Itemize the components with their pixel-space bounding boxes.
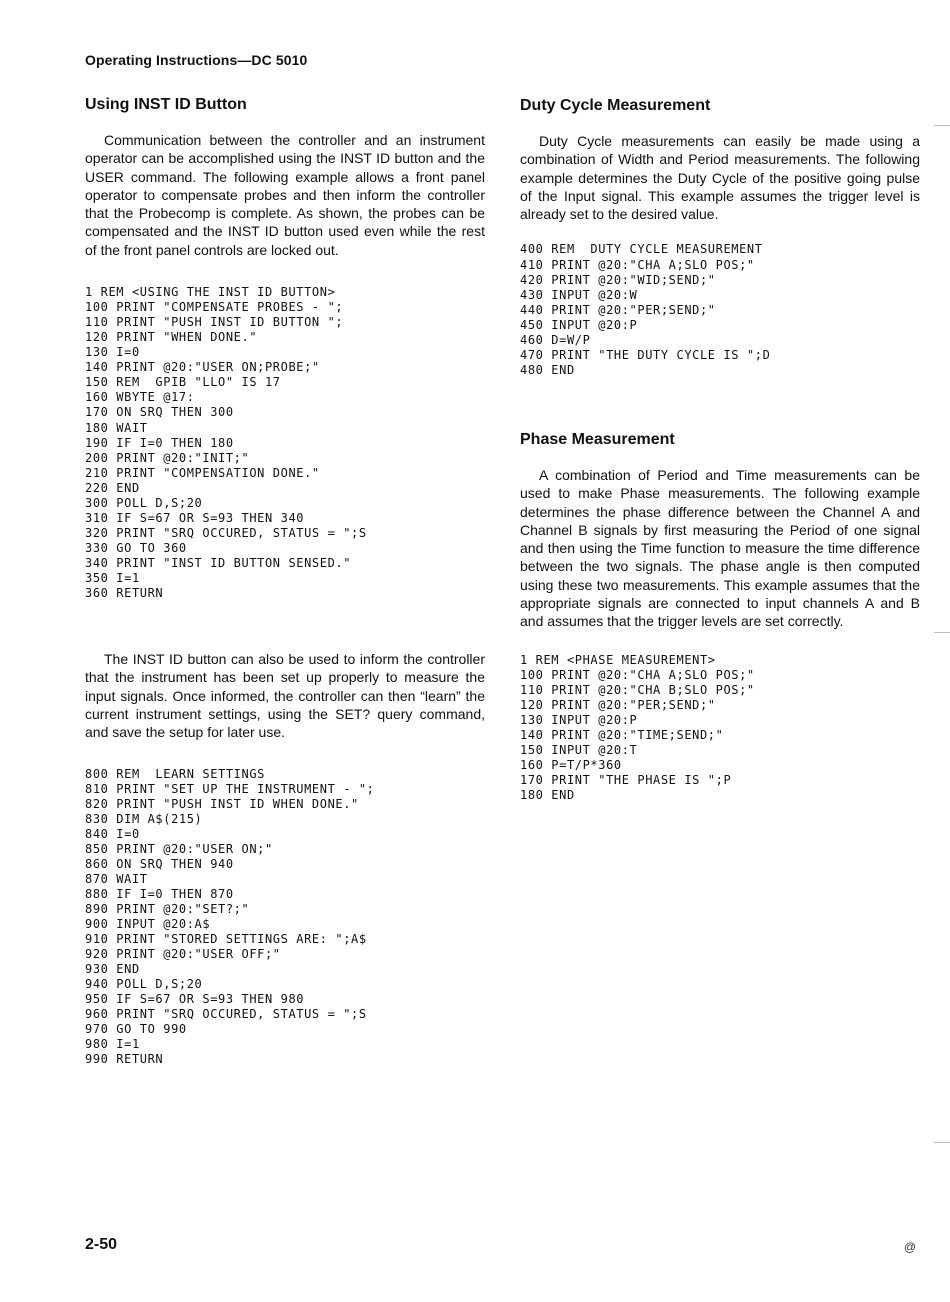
inst-id-heading: Using INST ID Button xyxy=(85,96,247,113)
running-head: Operating Instructions—DC 5010 xyxy=(85,52,308,68)
phase-code-listing: 1 REM <PHASE MEASUREMENT> 100 PRINT @20:"CHA A;SLO POS;" 110 PRINT @20:"CHA B;SLO POS;" 120 PRINT @20:"PER;SEND;" 130 INPUT @20:P 140 PRINT @20:"TIME;SEND;" 150 INPUT @20:T 160 P=T/P*360 170 PRINT "THE PHASE IS ";P 180 END xyxy=(520,652,755,802)
learn-settings-code-listing: 800 REM LEARN SETTINGS 810 PRINT "SET UP THE INSTRUMENT - "; 820 PRINT "PUSH INST ID WHEN DONE." 830 DIM A$(215) 840 I=0 850 PRINT @20:"USER ON;" 860 ON SRQ THEN 940 870 WAIT 880 IF I=0 THEN 870 890 PRINT @20:"SET?;" 900 INPUT @20:A$ 910 PRINT "STORED SETTINGS ARE: ";A$ 920 PRINT @20:"USER OFF;" 930 END 940 POLL D,S;20 950 IF S=67 OR S=93 THEN 980 960 PRINT "SRQ OCCURED, STATUS = ";S 970 GO TO 990 980 I=1 990 RETURN xyxy=(85,766,375,1067)
copyright-mark: @ xyxy=(903,1240,916,1254)
duty-cycle-paragraph: Duty Cycle measurements can easily be made using a combination of Width and Period measurements. The following example determines the Duty Cycle of the positive going pulse of the Input signal. This example assumes the trigger level is already set to the desired value. xyxy=(520,133,920,223)
edge-mark xyxy=(934,632,950,633)
duty-cycle-heading: Duty Cycle Measurement xyxy=(520,97,711,114)
right-column xyxy=(520,97,920,803)
learn-settings-paragraph: The INST ID button can also be used to inform the controller that the instrument has been set up properly to measure the input signals. Once informed, the controller can then “learn” the current instrument settings, using the SET? query command, and save the setup for later use. xyxy=(85,651,485,741)
inst-id-paragraph: Communication between the controller and an instrument operator can be accomplished using the INST ID button and the USER command. The following example allows a front panel operator to compensate probes and then inform the controller that the Probecomp is complete. As shown, the probes can be compensated and the INST ID button used even while the rest of the front panel controls are locked out. xyxy=(85,132,485,258)
phase-paragraph: A combination of Period and Time measurements can be used to make Phase measurements. The following example determines the phase difference between the Channel A and Channel B signals by first measuring the Period of one signal and then using the Time function to measure the time difference between the two signals. The phase angle is then computed using these two measurements. This example assumes that the appropriate signals are connected to input channels A and B and assumes that the trigger levels are set correctly. xyxy=(520,466,920,630)
phase-heading: Phase Measurement xyxy=(520,430,675,448)
edge-mark xyxy=(934,125,950,126)
duty-cycle-code-listing: 400 REM DUTY CYCLE MEASUREMENT 410 PRINT @20:"CHA A;SLO POS;" 420 PRINT @20:"WID;SEND;" 430 INPUT @20:W 440 PRINT @20:"PER;SEND;" 450 INPUT @20:P 460 D=W/P 470 PRINT "THE DUTY CYCLE IS ";D 480 END xyxy=(520,242,771,377)
left-column xyxy=(85,96,485,1067)
page-number: 2-50 xyxy=(85,1236,118,1253)
edge-mark xyxy=(934,1142,950,1143)
inst-id-code-listing: 1 REM <USING THE INST ID BUTTON> 100 PRINT "COMPENSATE PROBES - "; 110 PRINT "PUSH INST ID BUTTON "; 120 PRINT "WHEN DONE." 130 I=0 140 PRINT @20:"USER ON;PROBE;" 150 REM GPIB "LLO" IS 17 160 WBYTE @17: 170 ON SRQ THEN 300 180 WAIT 190 IF I=0 THEN 180 200 PRINT @20:"INIT;" 210 PRINT "COMPENSATION DONE." 220 END 300 POLL D,S;20 310 IF S=67 OR S=93 THEN 340 320 PRINT "SRQ OCCURED, STATUS = ";S 330 GO TO 360 340 PRINT "INST ID BUTTON SENSED." 350 I=1 360 RETURN xyxy=(85,285,367,601)
